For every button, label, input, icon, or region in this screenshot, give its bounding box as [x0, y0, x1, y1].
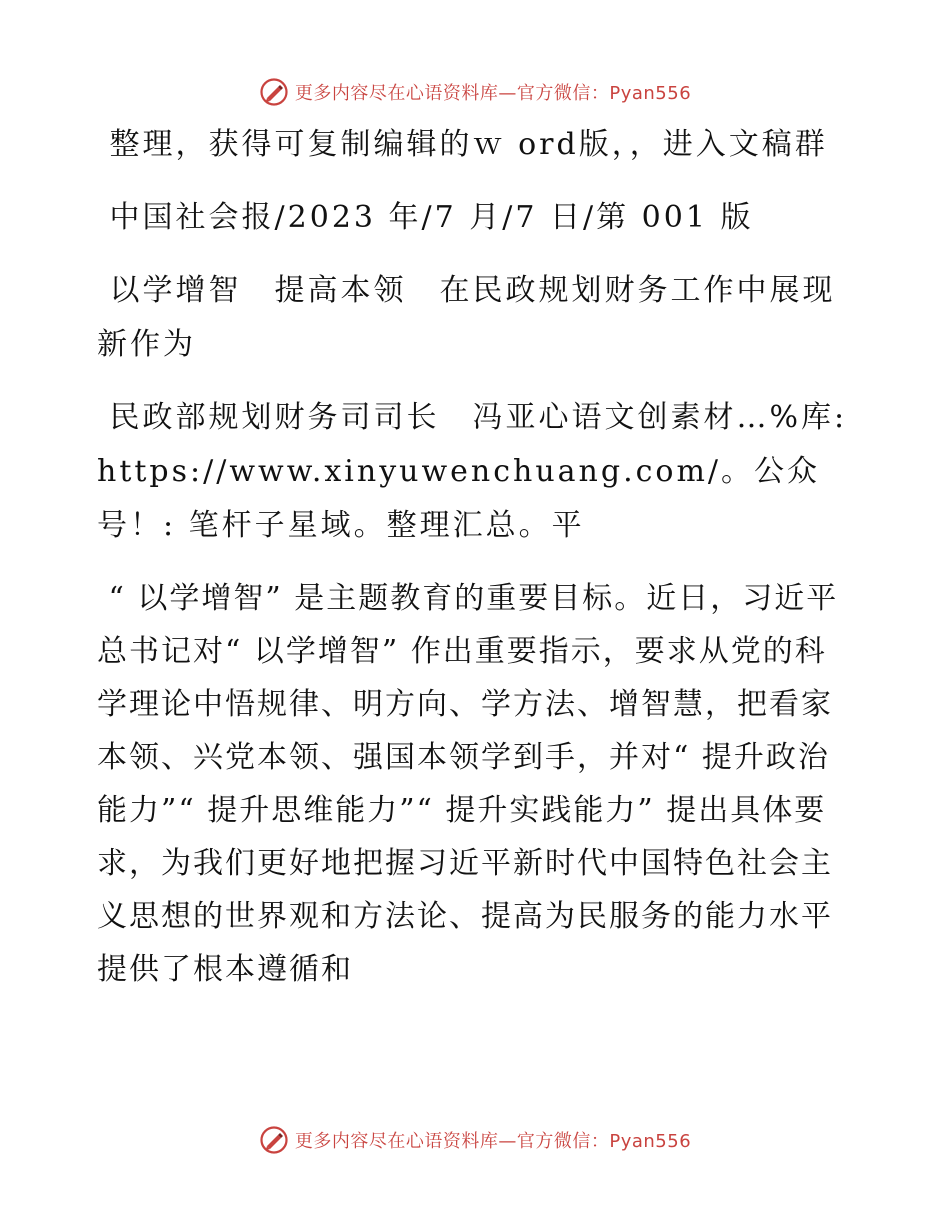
pen-logo-icon: [259, 77, 289, 107]
footer-watermark: [0, 1120, 950, 1160]
document-body: [97, 118, 860, 996]
paragraph-source: 中国社会报/2023 年/7 月/7 日/第 001 版: [97, 200, 754, 235]
watermark-text: 更多内容尽在心语资料库—官方微信：Pyan556: [294, 1131, 692, 1152]
header-watermark: [0, 72, 950, 112]
paragraph-title: 以学增智 提高本领 在民政规划财务工作中展现新作为: [97, 273, 836, 362]
pen-logo-icon: [259, 1125, 289, 1155]
paragraph-body: “ 以学增智” 是主题教育的重要目标。近日，习近平总书记对“ 以学增智” 作出重要指示，要求从党的科学理论中悟规律、明方向、学方法、增智慧，把看家本领、兴党本领、强国本领学到手，并对“ 提升政治能力”“ 提升思维能力”“ 提升实践能力” 提出具体要求，为我们更好地把握习近平新时代中国特色社会主义思想的世界观和方法论、提高为民服务的能力水平提供了根本遵循和: [97, 581, 839, 987]
paragraph-author: 民政部规划财务司司长 冯亚心语文创素材…%库: https://www.xinyuwenchuang.com/。公众号！: 笔杆子星域。整理汇总。平: [97, 400, 860, 543]
paragraph-intro: 整理，获得可复制编辑的ｗ ord版，，进入文稿群: [97, 127, 828, 162]
watermark-text: 更多内容尽在心语资料库—官方微信：Pyan556: [294, 83, 692, 104]
